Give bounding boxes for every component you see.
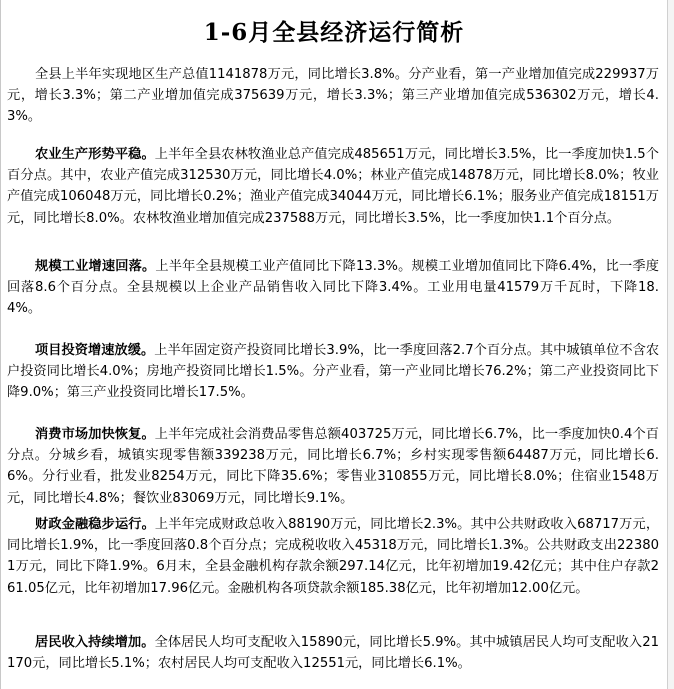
paragraph-finance — [1, 514, 665, 599]
paragraph-heading: 消费市场加快恢复。 — [35, 427, 155, 442]
page-title: 1-6月全县经济运行简析 — [203, 19, 465, 46]
paragraph-body: 上半年固定资产投资同比增长3.9%，比一季度回落2.7个百分点。其中城镇单位不含农户投资同比增长4.0%；房地产投资同比增长1.5%。分产业看，第一产业同比增长76.2%；第二产业投资同比下降9.0%；第三产业投资同比增长17.5%。 — [7, 343, 660, 401]
paragraph-body: 上半年全县农林牧渔业总产值完成485651万元，同比增长3.5%，比一季度加快1.5个百分点。其中，农业产值完成312530万元，同比增长4.0%；林业产值完成14878万元，同比增长8.0%；牧业产值完成106048万元，同比增长0.2%；渔业产值完成34044万元，同比增长6.1%；服务业产值完成18151万元，同比增长8.0%。农林牧渔业增加值完成237588万元，同比增长3.5%，比一季度加快1.1个百分点。 — [7, 147, 659, 226]
page-edge — [667, 0, 674, 689]
paragraph-heading: 项目投资增速放缓。 — [35, 343, 155, 358]
paragraph-income — [1, 632, 665, 674]
paragraph-heading: 居民收入持续增加。 — [35, 635, 155, 650]
paragraph-heading: 财政金融稳步运行。 — [35, 517, 155, 532]
paragraph-heading: 规模工业增速回落。 — [35, 259, 156, 274]
paragraph-body: 上半年完成财政总收入88190万元，同比增长2.3%。其中公共财政收入68717万元，同比增长1.9%，比一季度回落0.8个百分点；完成税收收入45318万元，同比增长1.3%。公共财政支出223801万元，同比下降1.9%。6月末，全县金融机构存款余额297.14亿元，比年初增加19.42亿元；其中住户存款261.05亿元，比年初增加17.96亿元。金融机构各项贷款余额185.38亿元，比年初增加12.00亿元。 — [7, 517, 660, 596]
paragraph-body: 上半年全县规模工业产值同比下降13.3%。规模工业增加值同比下降6.4%，比一季度回落8.6个百分点。全县规模以上企业产品销售收入同比下降3.4%。工业用电量41579万千瓦时，下降18.4%。 — [7, 259, 659, 317]
paragraph-industry — [1, 256, 665, 320]
paragraph-consumption — [1, 424, 665, 509]
paragraph-heading: 农业生产形势平稳。 — [35, 147, 155, 162]
paragraph-agriculture — [1, 144, 665, 229]
paragraph-body: 上半年完成社会消费品零售总额403725万元，同比增长6.7%，比一季度加快0.4个百分点。分城乡看，城镇实现零售额339238万元，同比增长6.7%；乡村实现零售额64487万元，同比增长6.6%。分行业看，批发业8254万元，同比下降35.6%；零售业310855万元，同比增长8.0%；住宿业1548万元，同比增长4.8%；餐饮业83069万元，同比增长9.1%。 — [7, 427, 659, 506]
paragraph-investment — [1, 340, 665, 404]
paragraph-overview — [1, 64, 665, 128]
paragraph-body: 全体居民人均可支配收入15890元，同比增长5.9%。其中城镇居民人均可支配收入21170元，同比增长5.1%；农村居民人均可支配收入12551元，同比增长6.1%。 — [7, 635, 660, 672]
paragraph-body: 全县上半年实现地区生产总值1141878万元，同比增长3.8%。分产业看，第一产业增加值完成229937万元，增长3.3%；第二产业增加值完成375639万元，增长3.3%；第三产业增加值完成536302万元，增长4.3%。 — [7, 67, 659, 125]
